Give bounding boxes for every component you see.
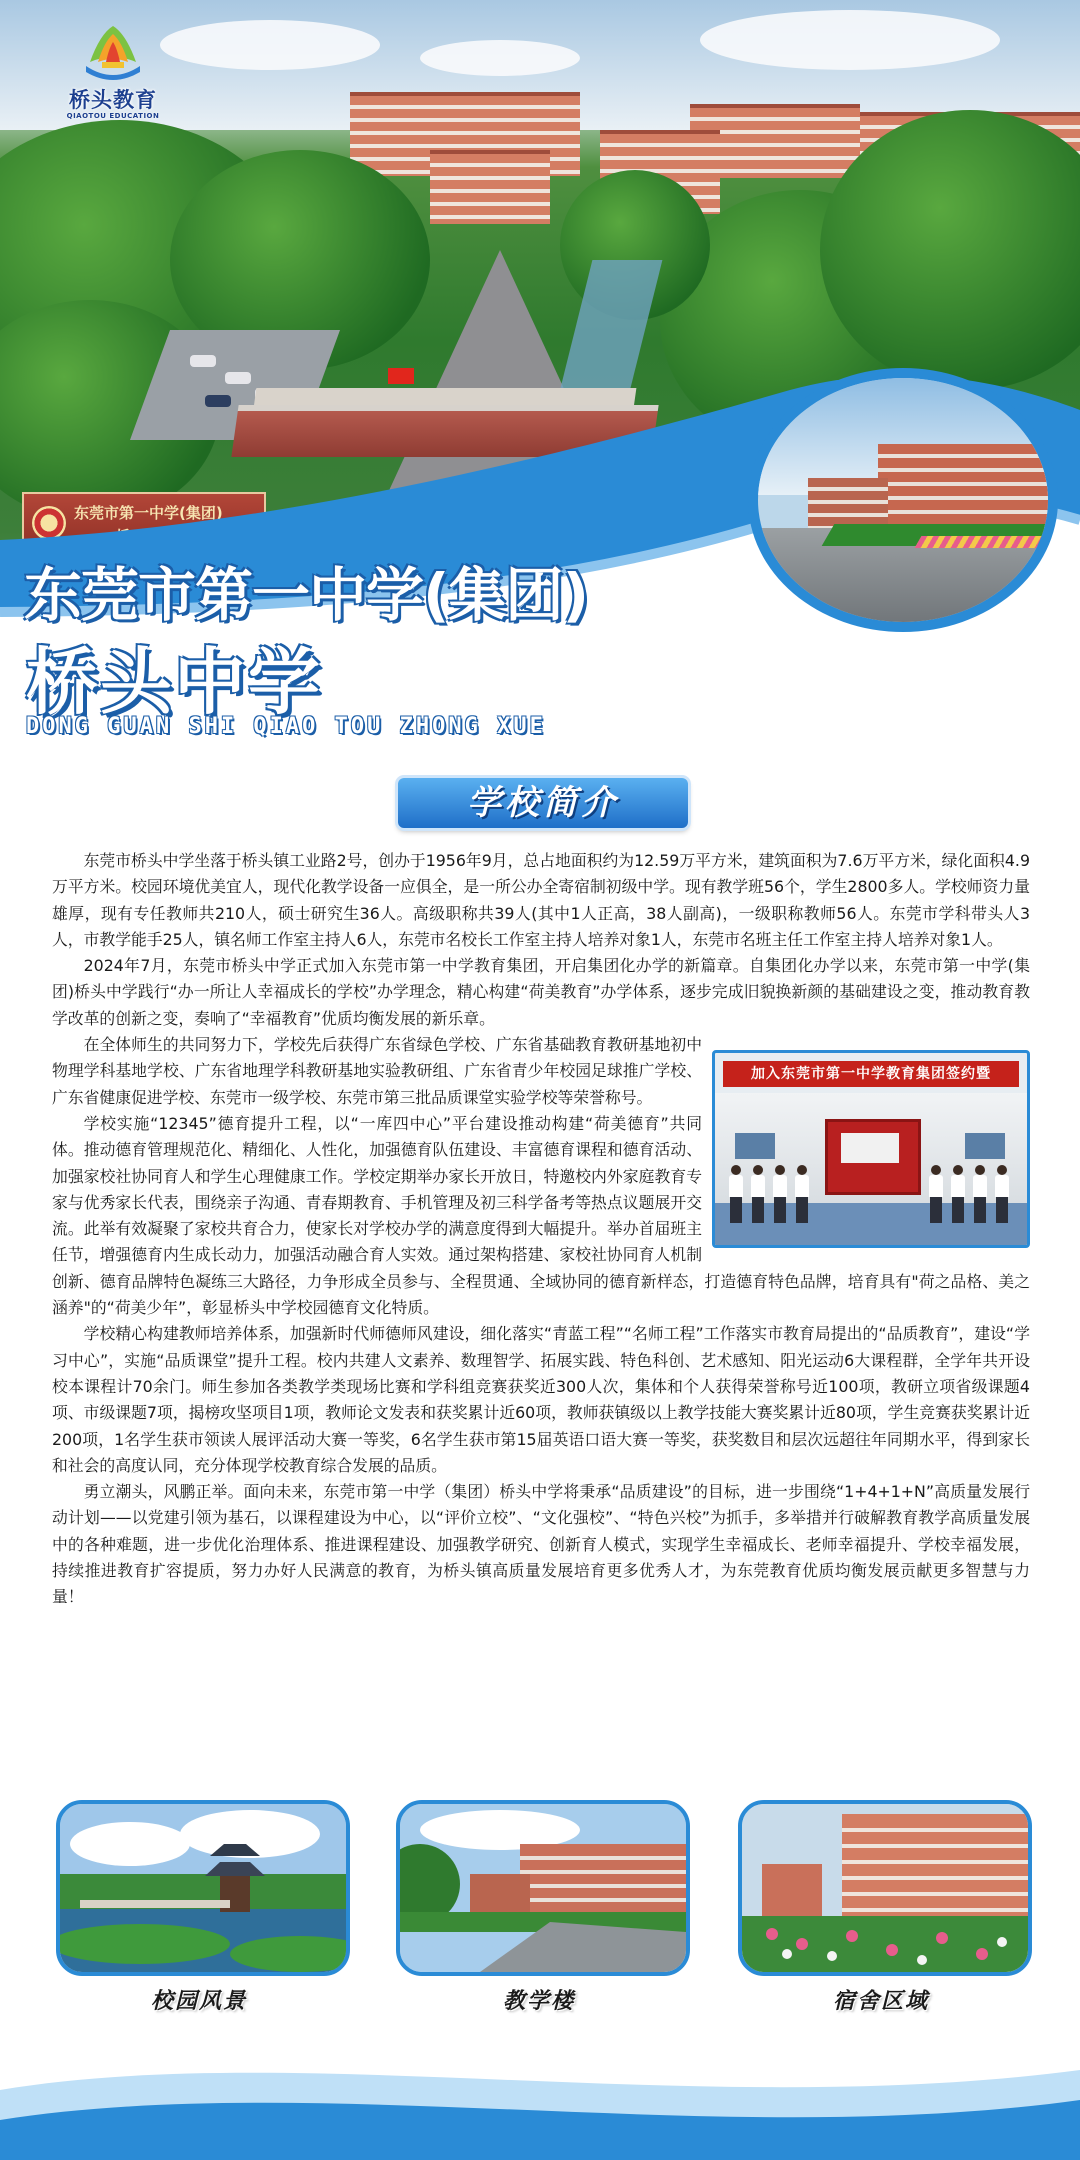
ceremony-banner: 加入东莞市第一中学教育集团签约暨 bbox=[723, 1061, 1019, 1087]
cloud bbox=[420, 40, 580, 76]
campus-scenery-photo bbox=[56, 1800, 350, 1976]
title-pinyin: DONG GUAN SHI QIAO TOU ZHONG XUE bbox=[26, 714, 546, 739]
person bbox=[929, 1165, 943, 1223]
person bbox=[729, 1165, 743, 1223]
paragraph: 学校精心构建教师培养体系，加强新时代师德师风建设，细化落实“青蓝工程”“名师工程”工作落实市教育局提出的“品质教育”，建设“学习中心”，实施“品质课堂”提升工程。校内共建人文素养、数理智学、拓展实践、特色科创、艺术感知、阳光运动6大课程群，全学年共开设校本课程计70余门。师生参加各类教学类现场比赛和学科组竞赛获奖近300人次，集体和个人获得荣誉称号近100项，教研立项省级课题4项、市级课题7项，揭榜攻坚项目1项，教师论文发表和获奖累计近60项，教师获镇级以上教学技能大赛奖累计近80项，学生竞赛获奖累计近200项，1名学生获市领读人展评活动大赛一等奖，6名学生获市第15届英语口语大赛一等奖，获奖数目和层次远超往年同期水平，得到家长和社会的高度认同，充分体现学校教育综合发展的品质。 bbox=[52, 1324, 1030, 1475]
pavilion-pond-image bbox=[60, 1804, 346, 1972]
paragraph: 在全体师生的共同努力下，学校先后获得广东省绿色学校、广东省基础教育教研基地初中物理学科基地学校、广东省地理学科教研基地实验教研组、广东省青少年校园足球推广学校、广东省健康促进学校、东莞市一级学校、东莞市第三批品质课堂实验学校等荣誉称号。 bbox=[52, 1035, 702, 1107]
section-heading: 学校简介 bbox=[467, 783, 619, 823]
teaching-building-image bbox=[400, 1804, 686, 1972]
person bbox=[973, 1165, 987, 1223]
campus-circle-photo bbox=[748, 368, 1058, 632]
screen bbox=[735, 1133, 775, 1159]
title-line2: 桥头中学 bbox=[26, 640, 323, 724]
signboard-line1: 东莞市第一中学(集团) bbox=[74, 504, 223, 522]
flower-bed bbox=[915, 536, 1058, 548]
paragraph: 东莞市桥头中学坐落于桥头镇工业路2号，创办于1956年9月，总占地面积约为12.59万平方米，建筑面积为7.6万平方米，绿化面积4.9万平方米。校园环境优美宜人，现代化教学设备一应俱全，是一所公办全寄宿制初级中学。现有教学班56个，学生2800多人。学校师资力量雄厚，现有专任教师共210人，硕士研究生36人。高级职称共39人(其中1人正高，38人副高)，一级职称教师56人。东莞市学科带头人3人，市教学能手25人，镇名师工作室主持人6人，东莞市名校长工作室主持人培养对象1人，东莞市名班主任工作室主持人培养对象1人。 bbox=[52, 851, 1030, 949]
person bbox=[751, 1165, 765, 1223]
logo-subtext: QIAOTOU EDUCATION bbox=[66, 112, 160, 120]
gallery-caption: 宿舍区域 bbox=[832, 1989, 929, 2014]
paragraph: 2024年7月，东莞市桥头中学正式加入东莞市第一中学教育集团，开启集团化办学的新篇章。自集团化办学以来，东莞市第一中学(集团)桥头中学践行“办一所让人幸福成长的学校”办学理念，精心构建“荷美教育”办学体系，逐步完成旧貌换新颜的基础建设之变，推动教育教学改革的创新之变，奏响了“幸福教育”优质均衡发展的新乐章。 bbox=[52, 956, 1030, 1028]
bottom-wave bbox=[0, 2050, 1080, 2160]
building bbox=[430, 150, 550, 224]
paragraph: 勇立潮头，风鹏正举。面向未来，东莞市第一中学（集团）桥头中学将秉承“品质建设”的目标，进一步围绕“1+4+1+N”高质量发展行动计划——以党建引领为基石，以课程建设为中心，以“评价立校”、“文化强校”、“特色兴校”为抓手，多举措并行破解教育教学高质量发展中的各种难题，进一步优化治理体系、推进课程建设、加强教学研究、创新育人模式，实现学生幸福成长、老师幸福提升、学校幸福发展，持续推进教育扩容提质，努力办好人民满意的教育，为桥头镇高质量发展培育更多优秀人才，为东莞教育优质均衡发展贡献更多智慧与力量！ bbox=[52, 1482, 1030, 1607]
gallery-caption: 教学楼 bbox=[502, 1989, 575, 2014]
cloud bbox=[160, 20, 380, 70]
person bbox=[773, 1165, 787, 1223]
dormitory-area-photo bbox=[738, 1800, 1032, 1976]
school-intro-text bbox=[52, 848, 1030, 1611]
qiaotou-education-logo bbox=[58, 16, 168, 134]
title-line1: 东莞市第一中学(集团) bbox=[24, 561, 589, 629]
plaque bbox=[841, 1133, 899, 1163]
car bbox=[190, 355, 216, 367]
logo-mark-icon bbox=[80, 22, 146, 80]
photo-gallery bbox=[0, 1800, 1080, 2014]
logo-text: 桥头教育 bbox=[69, 88, 157, 112]
section-heading-box bbox=[398, 778, 688, 828]
screen bbox=[965, 1133, 1005, 1159]
person bbox=[995, 1165, 1009, 1223]
dormitory-image bbox=[742, 1804, 1028, 1972]
signing-ceremony-photo bbox=[712, 1050, 1030, 1248]
building bbox=[878, 444, 1048, 534]
paragraph: 学校实施“12345”德育提升工程，以“一库四中心”平台建设推动构建“荷美德育”共同体。推动德育管理规范化、精细化、人性化，加强德育队伍建设、丰富德育课程和德育活动、加强家校社协同育人和学生心理健康工作。学校定期举办家长开放日，特邀校内外家庭教育专家与优秀家长代表，围绕亲子沟通、青春期教育、手机管理及初三科学备考等热点议题展开交流。此举有效凝聚了家校共育合力，使家长对学校办学的满意度得到大幅提升。举办首届班主任节，增强德育内生成长动力，加强活动融合育人实效。通过架构搭建、家校社协同育人机制创新、德育品牌特色凝练三大路径，力争形成全员参与、全程贯通、全域协同的德育新样态，打造德育特色品牌，培育具有"荷之品格、美之涵养"的“荷美少年”，彰显桥头中学校园德育文化特质。 bbox=[52, 1113, 1030, 1318]
gallery-caption: 校园风景 bbox=[150, 1989, 247, 2014]
teaching-building-photo bbox=[396, 1800, 690, 1976]
cloud bbox=[700, 10, 1000, 70]
person bbox=[951, 1165, 965, 1223]
person bbox=[795, 1165, 809, 1223]
